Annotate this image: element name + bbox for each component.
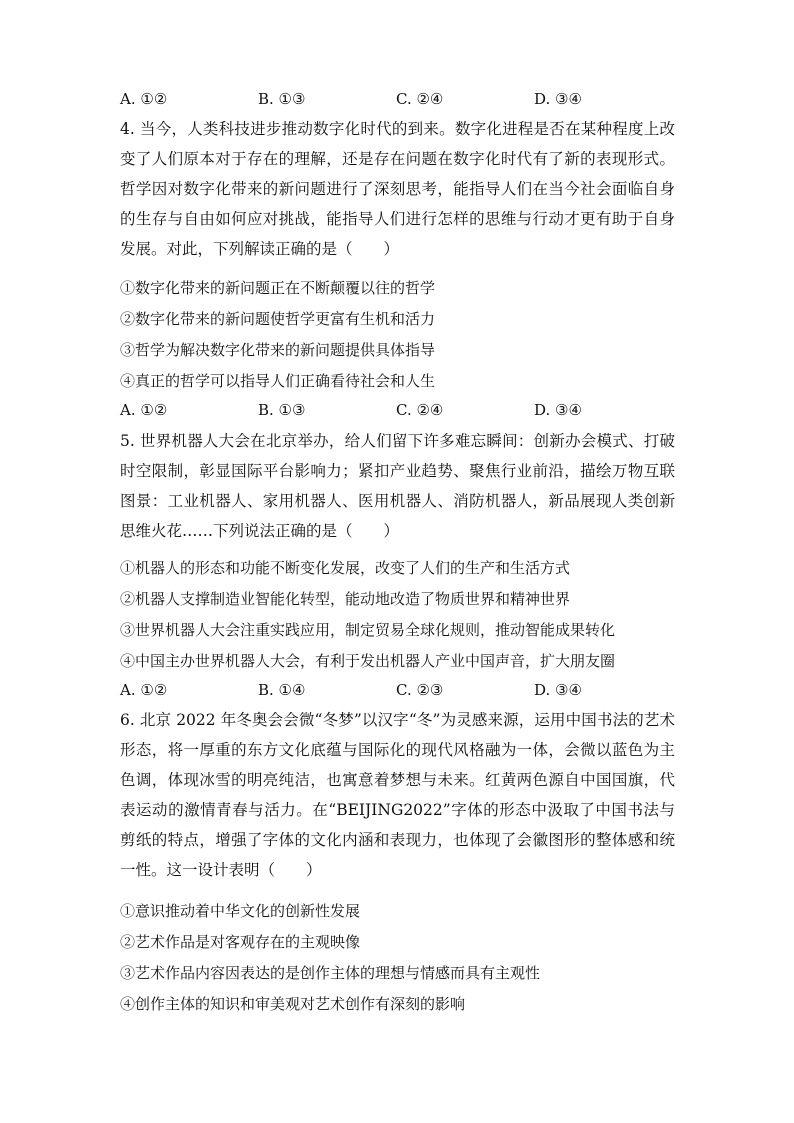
q4-statement-4: ④真正的哲学可以指导人们正确看待社会和人生 (120, 372, 436, 390)
q4-option-d[interactable]: D. ③④ (534, 401, 582, 419)
q5-statement-4: ④中国主办世界机器人大会，有利于发出机器人产业中国声音，扩大朋友圈 (120, 652, 616, 670)
q5-statement-1: ①机器人的形态和功能不断变化发展，改变了人们的生产和生活方式 (120, 559, 571, 577)
q5-option-c[interactable]: C. ②③ (396, 681, 444, 699)
q3-option-b[interactable]: B. ①③ (258, 90, 306, 108)
q4-option-c[interactable]: C. ②④ (396, 401, 444, 419)
q3-option-c[interactable]: C. ②④ (396, 90, 444, 108)
q6-statement-3: ③艺术作品内容因表达的是创作主体的理想与情感而具有主观性 (120, 964, 541, 982)
q6-statement-2: ②艺术作品是对客观存在的主观映像 (120, 933, 361, 951)
q4-statement-3: ③哲学为解决数字化带来的新问题提供具体指导 (120, 341, 436, 359)
q6-statement-4: ④创作主体的知识和审美观对艺术创作有深刻的影响 (120, 995, 466, 1013)
q5-option-a[interactable]: A. ①② (120, 681, 168, 699)
q5-options (120, 678, 680, 702)
q4-options (120, 398, 680, 422)
q5-statement-3: ③世界机器人大会注重实践应用，制定贸易全球化规则，推动智能成果转化 (120, 621, 616, 639)
q4-option-a[interactable]: A. ①② (120, 401, 168, 419)
q4-stem: 4. 当今，人类科技进步推动数字化时代的到来。数字化进程是否在某种程度上改变了人们原本对于存在的理解，还是存在问题在数字化时代有了新的表现形式。哲学因对数字化带来的新问题进行了深刻思考，能指导人们在当今社会面临自身的生存与自由如何应对挑战，能指导人们进行怎样的思维与行动才更有助于自身发展。对此，下列解读正确的是（ ） (120, 120, 675, 258)
q5-statement-2: ②机器人支撑制造业智能化转型，能动地改造了物质世界和精神世界 (120, 590, 571, 608)
q6-stem: 6. 北京 2022 年冬奥会会微“冬梦”以汉字“冬”为灵感来源，运用中国书法的艺术形态，将一厚重的东方文化底蕴与国际化的现代风格融为一体，会微以蓝色为主色调，体现冰雪的明亮纯洁，也寓意着梦想与未来。红黄两色源自中国国旗，代表运动的激情青春与活力。在“BEIJING2022”字体的形态中汲取了中国书法与剪纸的特点，增强了字体的文化内涵和表现力，也体现了会徽图形的整体感和统一性。这一设计表明（ ） (120, 711, 675, 879)
q3-options (120, 87, 680, 111)
q3-option-a[interactable]: A. ①② (120, 90, 168, 108)
q4-statement-1: ①数字化带来的新问题正在不断颠覆以往的哲学 (120, 279, 436, 297)
q5-stem: 5. 世界机器人大会在北京举办，给人们留下许多难忘瞬间：创新办会模式、打破时空限制，彰显国际平台影响力；紧扣产业趋势、聚焦行业前沿，描绘万物互联图景：工业机器人、家用机器人、医用机器人、消防机器人，新品展现人类创新思维火花……下列说法正确的是（ ） (120, 432, 675, 540)
q4-statement-2: ②数字化带来的新问题使哲学更富有生机和活力 (120, 310, 436, 328)
q5-option-b[interactable]: B. ①④ (258, 681, 306, 699)
q4-option-b[interactable]: B. ①③ (258, 401, 306, 419)
q6-statement-1: ①意识推动着中华文化的创新性发展 (120, 902, 361, 920)
q3-option-d[interactable]: D. ③④ (534, 90, 582, 108)
q5-option-d[interactable]: D. ③④ (534, 681, 582, 699)
